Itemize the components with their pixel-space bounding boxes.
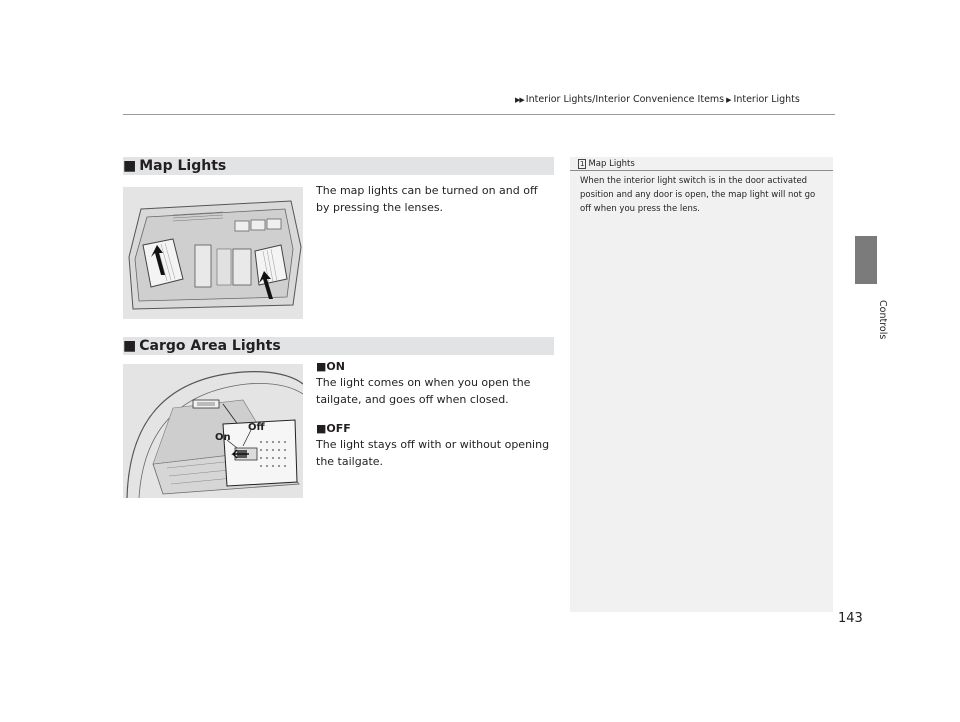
breadcrumb-section[interactable]: Interior Lights/Interior Convenience Items xyxy=(525,94,725,105)
off-text: The light stays off with or without opening the tailgate. xyxy=(316,438,550,468)
on-text: The light comes on when you open the tailgate, and goes off when closed. xyxy=(316,376,531,406)
section-heading-text: Map Lights xyxy=(139,158,227,174)
section-square-icon: ■ xyxy=(123,158,137,174)
note-number-badge: 1 xyxy=(580,160,585,168)
cargo-lights-figure xyxy=(123,364,303,498)
map-lights-illustration xyxy=(123,187,303,319)
page-number: 143 xyxy=(838,611,863,626)
bullet-square-icon: ■ xyxy=(316,422,327,435)
note-rule xyxy=(570,170,833,171)
callout-off-label: Off xyxy=(248,422,265,433)
section-square-icon: ■ xyxy=(123,338,137,354)
cargo-lights-text xyxy=(316,360,552,470)
cargo-lights-illustration xyxy=(123,364,303,498)
breadcrumb xyxy=(515,94,800,105)
callout-on-label: On xyxy=(215,432,231,443)
map-lights-figure xyxy=(123,187,303,319)
chapter-label: Controls xyxy=(877,300,888,340)
header-rule xyxy=(123,114,835,115)
note-title xyxy=(578,159,635,169)
note-title-text: Map Lights xyxy=(588,159,635,169)
section-heading-text: Cargo Area Lights xyxy=(139,338,281,354)
breadcrumb-topic[interactable]: Interior Lights xyxy=(733,94,800,105)
off-subheading: ■OFF xyxy=(316,422,351,435)
map-lights-body: The map lights can be turned on and off by pressing the lenses. xyxy=(316,184,538,214)
note-panel xyxy=(570,157,833,612)
section-heading-cargo-area-lights xyxy=(123,337,554,355)
note-text: When the interior light switch is in the door activated position and any door is open, the map light will not go off when you press the lens. xyxy=(580,176,816,214)
breadcrumb-arrow-icon: ▶▶ xyxy=(515,96,524,104)
breadcrumb-arrow-icon: ▶ xyxy=(726,96,732,104)
bullet-square-icon: ■ xyxy=(316,360,327,373)
on-subheading: ■ON xyxy=(316,360,345,373)
chapter-tab xyxy=(855,236,877,284)
section-heading-map-lights xyxy=(123,157,554,175)
